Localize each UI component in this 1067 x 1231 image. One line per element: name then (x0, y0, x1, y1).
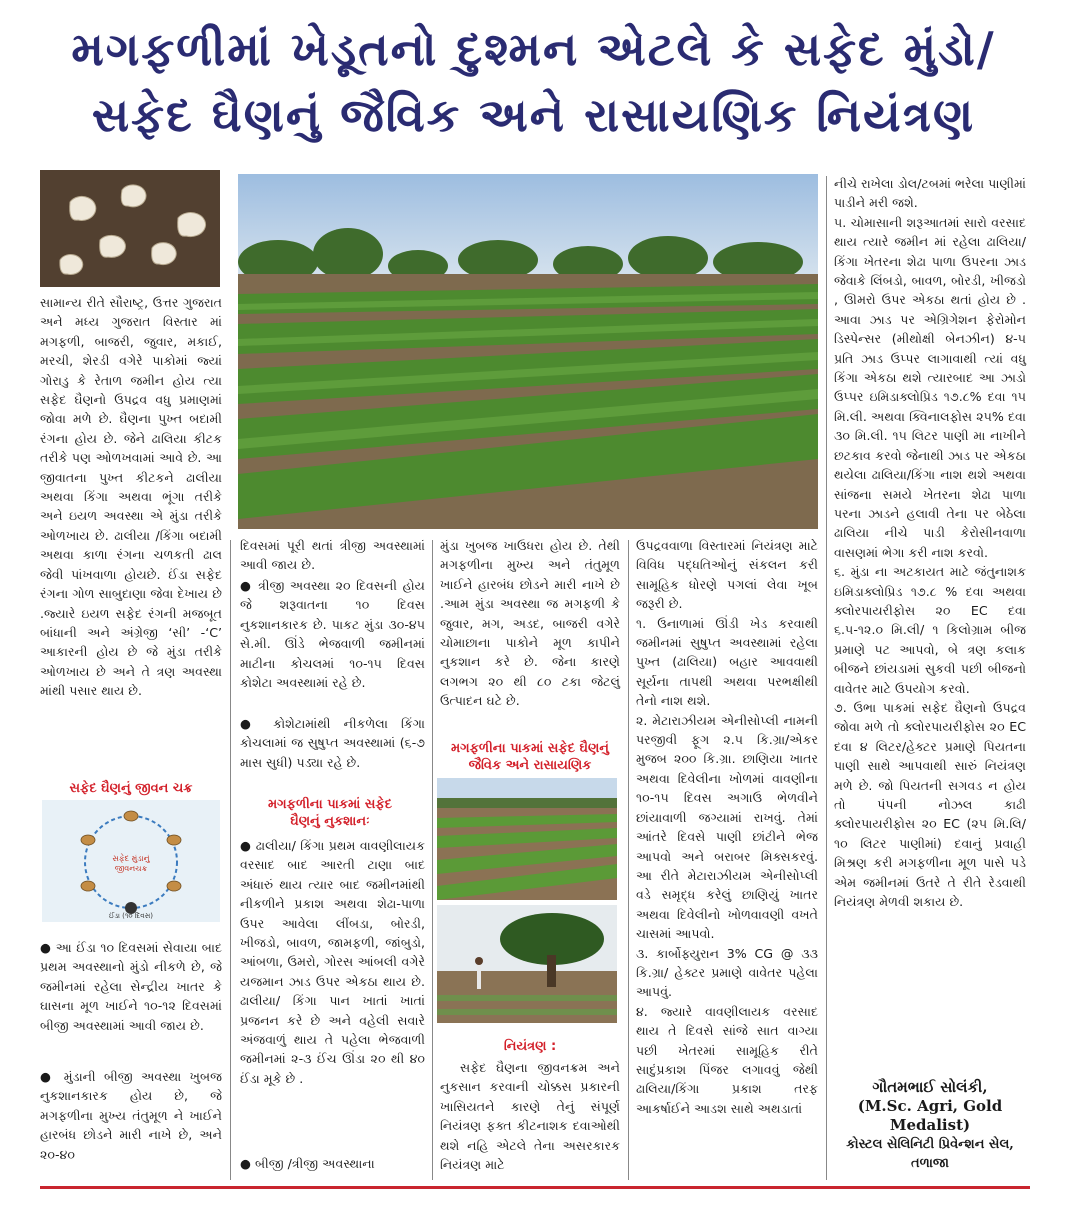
headline-line-1: મગફળીમાં ખેડૂતનો દુશ્મન એટલે કે સફેદ મુંડો/ (71, 22, 996, 76)
lifecycle-center-label: સફેદ મુંડાનું જીવનચક્ર (112, 854, 150, 873)
lifecycle-diagram (42, 800, 220, 922)
author-org: કોસ્ટલ સેલિનિટી પ્રિવેન્શન સેલ, તળાજા (846, 1137, 1014, 1171)
col2-bullet-5: ● ઢાલીયા/ કિંગા પ્રથમ વાવણીલાયક વરસાદ બાદ આરતી ટાણા બાદ અંધારું થાય ત્યાર બાદ જમીનમાંથી નીકળીને પ્રકાશ અથવા શેઢા-પાળા ઉપર આવેલા લીંબડા, બોરડી, ખીજડો, બાવળ, જામફળી, જાંબુડો, આંબળા, ઉમરો, ગોરસ આંબલી વગેરે યજમાન ઝાડ ઉપર એકઠા થાય છે. ઢાલીયા/ કિંગા પાન ખાતાં ખાતાં પ્રજનન કરે છે અને વહેલી સવારે અંજવાળું થાય તે પહેલા ભેજવાળી જમીનમાં ૨-૩ ઈંચ ઊંડા ૨૦ થી ૪૦ ઈંડા મૂકે છે . (240, 836, 425, 1088)
col1-bullet-2: ● મુંડાની બીજી અવસ્થા ખુબજ નુકશાનકારક હોય છે, જે મગફળીના મુખ્ય તંતુમૂળ ને ખાઈને હારબંધ છોડને મારી નાખે છે, અને ૨૦-૪૦ (40, 1067, 222, 1164)
col2-bullet-4: ● કોશેટામાંથી નીકળેલા કિંગા કોચલામાં જ સુષુપ્ત અવસ્થામાં (૬-૭ માસ સુધી) પડ્યા રહે છે. (240, 714, 425, 772)
col2-bullet-6: ● બીજી /ત્રીજી અવસ્થાના (240, 1154, 425, 1173)
col4-text: ઉપદ્રવવાળા વિસ્તારમાં નિયંત્રણ માટે વિવિધ પદ્ધતિઓનું સંકલન કરી સામૂહિક ધોરણે પગલાં લેવા ખૂબ જરૂરી છે. ૧. ઉનાળામાં ઊંડી ખેડ કરવાથી જમીનમાં સુષુપ્ત અવસ્થામાં રહેલા પુખ્ત (ઢાલિયા) બહાર આવવાથી સૂર્યના તાપથી અથવા પરભક્ષીથી તેનો નાશ થશે. ૨. મેટારાઝીયમ એનીસોપ્લી નામની પરજીવી ફૂગ ૨.૫ કિ.ગ્રા/એકર મુજબ ૨૦૦ કિ.ગ્રા. છાણિયા ખાતર અથવા દિવેલીના ખોળમાં વાવણીના ૧૦-૧૫ દિવસ અગાઉ ભેળવીને છાંયાવાળી જગ્યામાં રાખવું. તેમાં આંતરે દિવસે પાણી છાંટીને ભેજ આપવો અને બરાબર મિક્સકરવું. આ રીતે મેટારાઝીયમ એનીસોપ્લી વડે સમૃદ્ધ કરેલું છાણિયું ખાતર અથવા દિવેલીનો ખોળવાવણી વખતે ચાસમાં આપવો. ૩. કાર્બોફ્યુરાન 3% CG @ ૩૩ કિ.ગ્રા/ હેક્ટર પ્રમાણે વાવેતર પહેલા આપવું. ૪. જ્યારે વાવણીલાયક વરસાદ થાય તે દિવસે સાંજે સાત વાગ્યા પછી ખેતરમાં સામૂહિક રીતે સાદુંપ્રકાશ પિંજર લગાવવું જેથી ઢાલિયા/કિંગા પ્રકાશ તરફ આકર્ષાઈને આડશ સાથે અથડાતાં (636, 538, 818, 1116)
col1-bullet-1: ● આ ઈંડા ૧૦ દિવસમાં સેવાયા બાદ પ્રથમ અવસ્થાનો મુંડો નીકળે છે, જે જમીનમાં રહેલા સેન્દ્રીય ખાતર કે ઘાસના મૂળ ખાઈને ૧૦-૧૨ દિવસમાં બીજી અવસ્થામાં આવી જાય છે. (40, 938, 222, 1035)
col5-text: નીચે રાખેલા ડોલ/ટબમાં ભરેલા પાણીમાં પાડીને મરી જશે. ૫. ચોમાસાની શરૂઆતમાં સારો વરસાદ થાય ત્યારે જમીન માં રહેલા ઢાલિયા/કિંગા ખેતરના શેઢા પાળા ઉપરના ઝાડ જેવાકે લિંબડો, બાવળ, બોરડી, ખીજડો , ઊમરો ઉપર એકઠા થતાં હોય છે . આવા ઝાડ પર એગ્રિગેશન ફેરોમોન ડિસ્પેન્સર (મીથોક્ષી બેનઝીન) ૪-૫ પ્રતિ ઝાડ ઉપ્પર લાગાવાથી ત્યાં વધુ કિંગા એકઠા થશે ત્યારબાદ આ ઝાડો ઉપ્પર ઇમિડાક્લોપ્રિડ ૧૭.૮% દવા ૧૫ મિ.લી. અથવા ક્વિનાલફોસ ૨૫% દવા ૩૦ મિ.લી. ૧૫ લિટર પાણી મા નાખીને છટકાવ કરવો જેનાથી ઝાડ પર એકઠા થયેલા ઢાલિયા/કિંગા નાશ થશે અથવા સાંજના સમયે ખેતરના શેઢા પાળા પરના ઝાડને હલાવી તેના પર બેઠેલા ઢાલિયા નીચે પાડી કેરોસીનવાળા વાસણમાં ભેગા કરી નાશ કરવો. ૬. મુંડા ના અટકાયત માટે જંતુનાશક ઇમિડાક્લોપ્રિડ ૧૭.૮ % દવા અથવા ક્લોરપાયરીફોસ ૨૦ EC દવા ૬.૫-૧૨.૦ મિ.લી/ ૧ કિલોગ્રામ બીજ પ્રમાણે પટ આપવો, બે ત્રણ કલાક બીજને છાંયડામાં સુકવી પછી બીજનો વાવેતર માટે ઉપયોગ કરવો. ૭. ઉભા પાકમાં સફેદ ઘૈણનો ઉપદ્રવ જોવા મળે તો ક્લોરપાયરીફોસ ૨૦ EC દવા ૪ લિટર/હેક્ટર પ્રમાણે પિયતના પાણી સાથે આપવાથી સારું નિયંત્રણ મળે છે. જો પિયતની સગવડ ન હોય તો પંપની નોઝલ કાઢી ક્લોરપાયરીફોસ ૨૦ EC (૨૫ મિ.લિ/૧૦ લિટર પાણીમાં) દવાનું પ્રવાહી મિશ્રણ કરી મગફળીના મૂળ પાસે પડે એમ જમીનમાં ઉતરે તે રીતે રેડવાથી નિયંત્રણ મેળવી શકાય છે. (834, 176, 1026, 910)
field-photo-small (437, 778, 617, 900)
peanut-field-photo (238, 174, 818, 529)
damage-heading: મગફળીના પાકમાં સફેદ ઘૈણનું નુકશાનઃ (268, 797, 392, 829)
lifecycle-heading: સફેદ ઘૈણનું જીવન ચક્ર (69, 781, 193, 796)
author-name: ગૌતમભાઈ સોલંકી, (872, 1078, 988, 1096)
col1-intro-text: સામાન્ય રીતે સૌરાષ્ટ્ર, ઉત્તર ગુજરાત અને મધ્ય ગુજરાત વિસ્તાર માં મગફળી, બાજરી, જુવાર, મકાઈ, મરચી, શેરડી વગેરે પાકોમાં જ્યાં ગોરાડુ કે રેતાળ જમીન હોય ત્યા સફેદ ઘૈણનો ઉપદ્રવ વધુ પ્રમાણમાં જોવા મળે છે. ઘૈણના પુખ્ત બદામી રંગના હોય છે. જેને ઢાલિયા કીટક તરીકે પણ ઓળખવામાં આવે છે. આ જીવાતના પુખ્ત કીટકને ઢાલીયા અથવા કિંગા અથવા ભૂંગા તરીકે અને ઇયળ અવસ્થા એ મુંડા તરીકે ઓળખાય છે. ઢાલીયા /કિંગા બદામી અથવા કાળા રંગના ચળકતી ઢાલ જેવી પાંખવાળા હોયછે. ઈંડા સફેદ રંગના ગોળ સાબુદાણા જેવા દેખાય છે .જ્યારે ઇયળ સફેદ રંગની મજબૂત બાંધાની અને અંગ્રેજી ‘સી’ -‘C’ આકારની હોય છે જે મુંડા તરીકે ઓળખાય છે અને તે ત્રણ અવસ્થા માંથી પસાર થાય છે. (40, 295, 222, 699)
col3-caption: મગફળીના પાકમાં સફેદ ઘૈણનું જૈવિક અને રાસાયણિક (450, 741, 609, 773)
col3-text-bottom: સફેદ ઘૈણના જીવનક્રમ અને નુકસાન કરવાની ચોક્કસ પ્રકારની ખાસિયતને કારણે તેનું સંપૂર્ણ નિયંત્રણ ફક્ત કીટનાશક દવાઓથી થશે નહિ એટલે તેના અસરકારક નિયંત્રણ માટે (440, 1060, 620, 1173)
grub-photo (40, 170, 220, 287)
tree-photo (437, 905, 617, 1023)
bottom-rule (40, 1186, 1030, 1189)
control-heading: નિયંત્રણ : (503, 1039, 557, 1054)
col3-text-top: મુંડા ખુબજ ખાઉધરા હોય છે. તેથી મગફળીના મુખ્ય અને તંતુમૂળ ખાઈને હારબંધ છોડને મારી નાખે છે .આમ મુંડા અવસ્થા જ મગફળી કે જુવાર, મગ, અડદ, બાજરી વગેરે ચોમાછાના પાકોને મૂળ કાપીને નુકશાન કરે છે. જેના કારણે લગભગ ૨૦ થી ૮૦ ટકા જેટલું ઉત્પાદન ઘટે છે. (440, 538, 620, 709)
col2-bullet-3: ● ત્રીજી અવસ્થા ૨૦ દિવસની હોય જે શરૂવાતના ૧૦ દિવસ નુકશાનકારક છે. પાકટ મુંડા ૩૦-૪૫ સે.મી. ઊંડે ભેજવાળી જમીનમાં માટીના કોચલમાં ૧૦-૧૫ દિવસ કોશેટા અવસ્થામાં રહે છે. (240, 576, 425, 692)
author-degree: (M.Sc. Agri, Gold Medalist) (857, 1097, 1003, 1134)
headline-line-2: સફેદ ઘૈણનું જૈવિક અને રાસાયણિક નિયંત્રણ (91, 88, 976, 142)
col2-text-top: દિવસમાં પૂરી થતાં ત્રીજી અવસ્થામાં આવી જાય છે. (240, 538, 425, 573)
author-signature (830, 1078, 1030, 1173)
lifecycle-egg-label: ઈંડા (૧૦ દિવસ) (108, 912, 154, 920)
